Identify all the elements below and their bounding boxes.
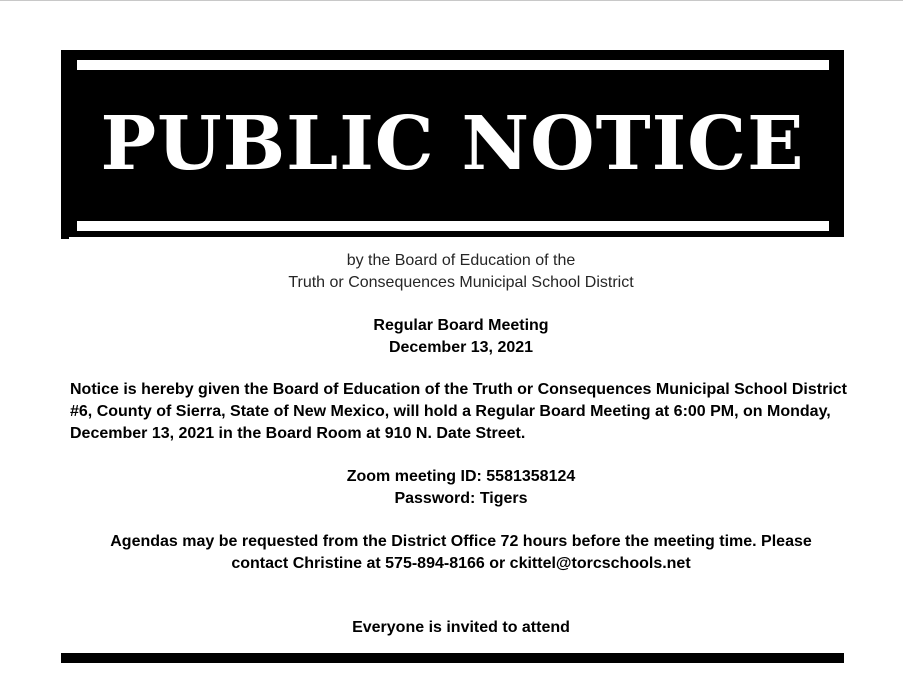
banner-bottom-stripe — [77, 221, 829, 231]
meeting-date: December 13, 2021 — [388, 339, 534, 356]
zoom-meeting-id: Zoom meeting ID: 5581358124 — [346, 468, 576, 485]
zoom-password: Password: Tigers — [394, 490, 528, 507]
banner-title: PUBLIC NOTICE — [100, 101, 805, 187]
meeting-heading — [66, 315, 856, 359]
issuer-line-1: by the Board of Education of the — [346, 252, 576, 269]
top-divider — [0, 0, 903, 1]
agendas-paragraph — [66, 531, 856, 575]
agendas-line-1: Agendas may be requested from the District Office 72 hours before the meeting time. Please — [110, 533, 812, 550]
closing-statement: Everyone is invited to attend — [352, 619, 570, 636]
banner-notch — [61, 236, 69, 239]
public-notice-banner — [61, 50, 844, 237]
meeting-type: Regular Board Meeting — [373, 317, 549, 334]
issuer-block — [61, 250, 861, 294]
banner-top-stripe — [77, 60, 829, 70]
agendas-line-2: contact Christine at 575-894-8166 or ckittel@torcschools.net — [231, 555, 691, 572]
zoom-details — [66, 466, 856, 510]
notice-paragraph: Notice is hereby given the Board of Education of the Truth or Consequences Municipal School District #6, County of Sierra, State of New Mexico, will hold a Regular Board Meeting at 6:00 PM, on Monday, December 13, 2021 in the Board Room at 910 N. Date Street. — [70, 381, 847, 442]
bottom-divider-bar — [61, 653, 844, 663]
issuer-line-2: Truth or Consequences Municipal School District — [288, 274, 634, 291]
